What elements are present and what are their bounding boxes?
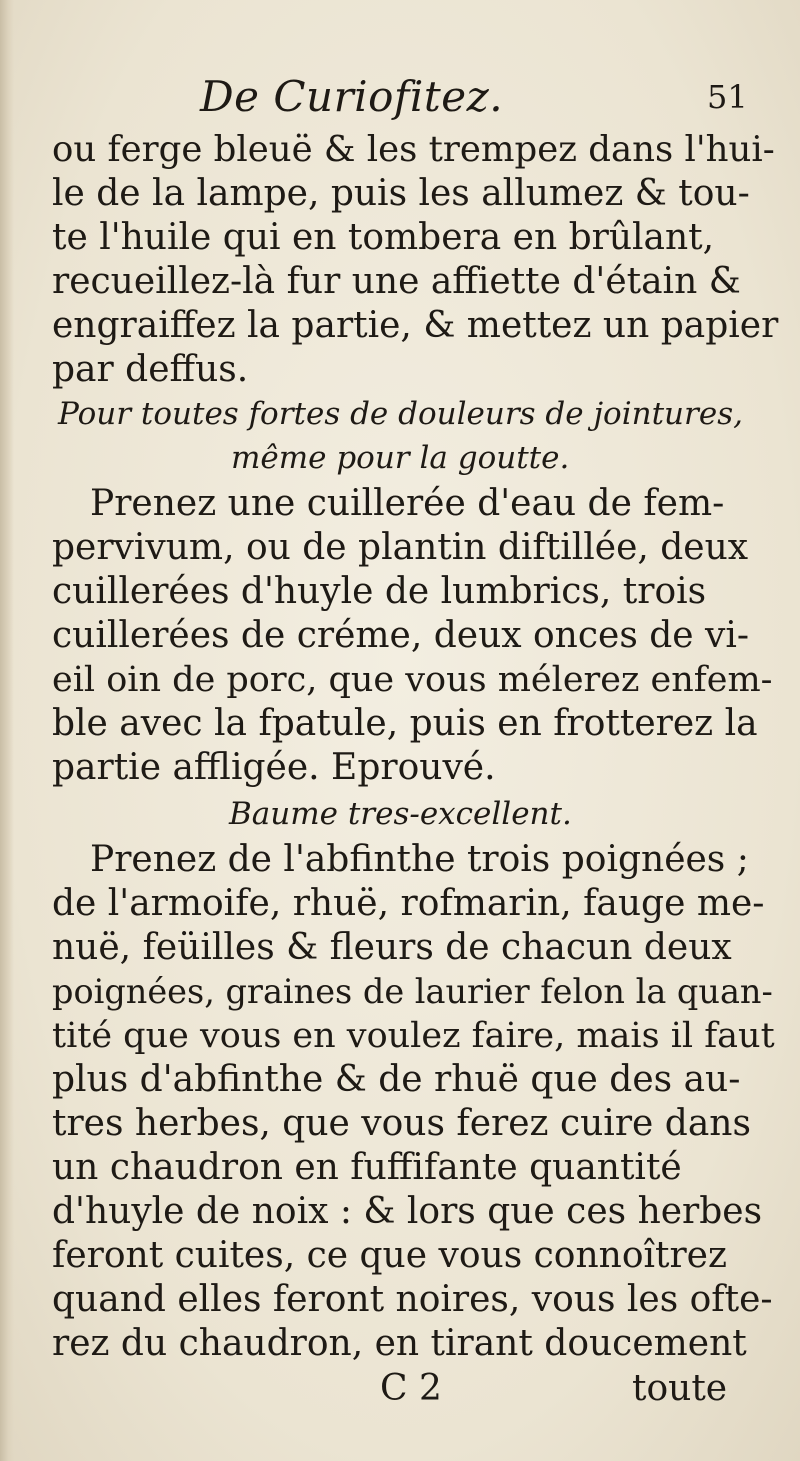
text-line: ou ferge bleuë & les trempez dans l'hui- [52,129,775,170]
page-spine-shadow [0,0,14,1461]
text-line: nuë, feüilles & fleurs de chacun deux [52,927,732,968]
text-line: partie affligée. Eprouvé. [52,747,496,788]
text-line: plus d'abfinthe & de rhuë que des au- [52,1059,741,1100]
signature-mark: C 2 [380,1368,442,1409]
recipe-heading: Baume tres-excellent. [229,796,572,832]
running-title: De Curiofitez. [200,72,504,121]
recipe-heading-sub: même pour la goutte. [231,440,570,476]
text-line: recueillez-là fur une affiette d'étain & [52,261,741,302]
text-line: cuillerées de créme, deux onces de vi- [52,615,750,656]
text-line: feront cuites, ce que vous connoîtrez [52,1235,727,1276]
page-footer [0,1368,800,1418]
text-line: poignées, graines de laurier felon la quan- [52,972,773,1011]
text-line: de l'armoife, rhuë, rofmarin, fauge me- [52,883,765,924]
text-line: rez du chaudron, en tirant doucement [52,1323,747,1364]
text-line: par deffus. [52,349,249,390]
text-line: quand elles feront noires, vous les ofte- [52,1279,773,1320]
text-line: eil oin de porc, que vous mélerez enfem- [52,660,773,700]
text-line: le de la lampe, puis les allumez & tou- [52,173,750,214]
text-line: tité que vous en voulez faire, mais il faut [52,1016,775,1056]
text-line: d'huyle de noix : & lors que ces herbes [52,1191,763,1232]
text-line: Prenez une cuillerée d'eau de fem- [90,483,725,524]
running-header [0,72,800,122]
text-line: engraiffez la partie, & mettez un papier [52,305,779,346]
text-line: pervivum, ou de plantin diftillée, deux [52,527,749,568]
text-line: tres herbes, que vous ferez cuire dans [52,1103,751,1144]
text-line: ble avec la fpatule, puis en frotterez la [52,703,758,744]
text-line: cuillerées d'huyle de lumbrics, trois [52,571,707,612]
catchword: toute [632,1368,728,1409]
text-line: te l'huile qui en tombera en brûlant, [52,217,715,258]
text-line: Prenez de l'abfinthe trois poignées ; [90,839,749,880]
text-line: un chaudron en fuffifante quantité [52,1147,682,1188]
page-number: 51 [707,78,748,116]
recipe-heading: Pour toutes fortes de douleurs de jointures, [58,396,743,432]
